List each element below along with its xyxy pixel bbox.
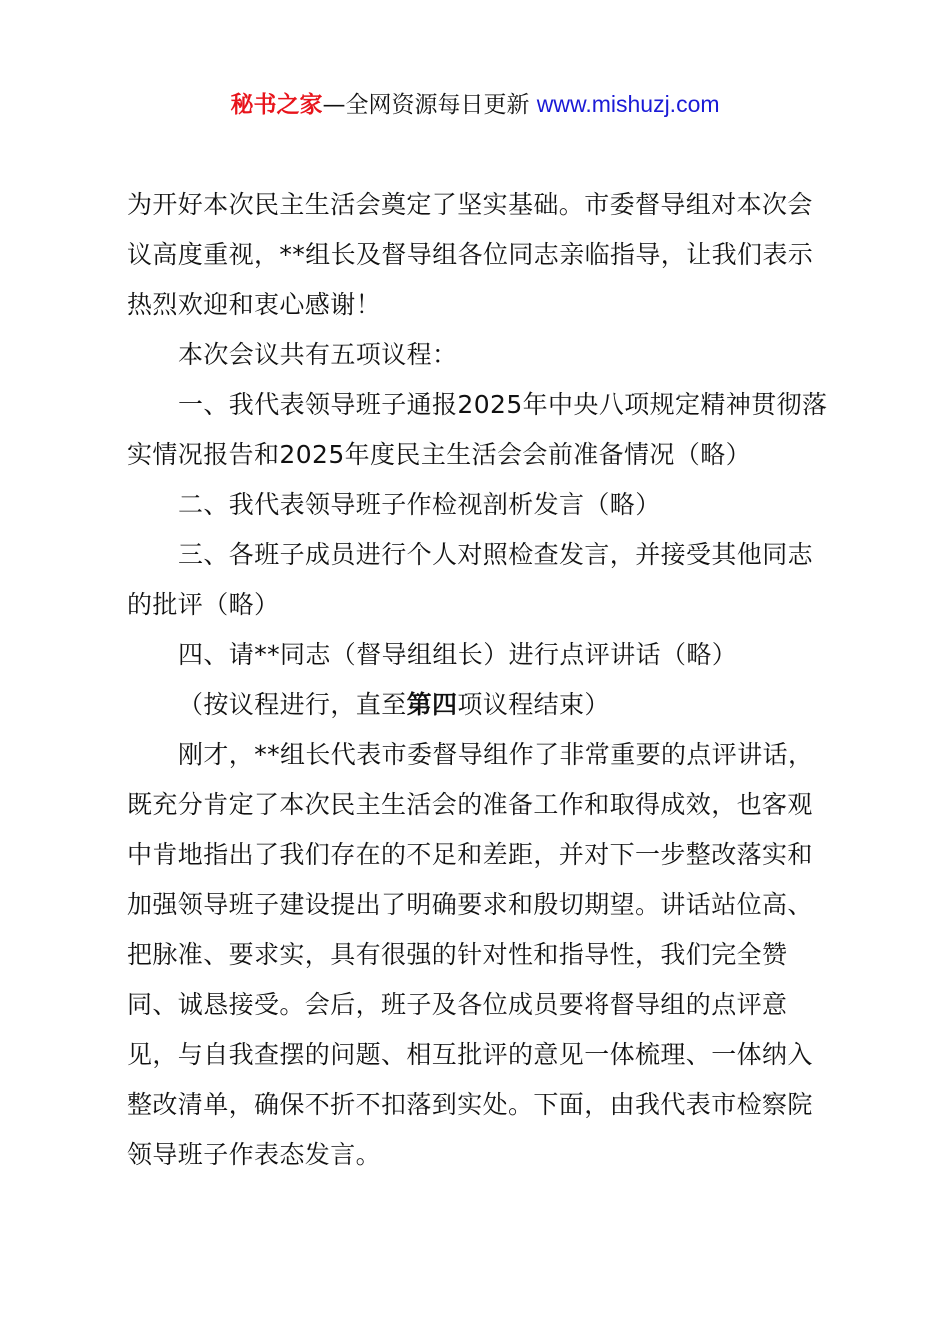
- note-bold: 第四: [406, 690, 458, 719]
- paragraph-agenda-intro: 本次会议共有五项议程：: [178, 340, 458, 369]
- site-url[interactable]: www.mishuzj.com: [536, 91, 720, 117]
- agenda-item-2: 二、我代表领导班子作检视剖析发言（略）: [178, 490, 661, 519]
- header-tagline: —全网资源每日更新: [322, 92, 537, 118]
- paragraph-continuation: 为开好本次民主生活会奠定了坚实基础。市委督导组对本次会议高度重视，**组长及督导组各位同志亲临指导，让我们表示热烈欢迎和衷心感谢！: [127, 190, 814, 319]
- brand-name: 秘书之家: [230, 92, 323, 118]
- agenda-progress-note: [127, 680, 833, 730]
- paragraph-closing-remarks: 刚才，**组长代表市委督导组作了非常重要的点评讲话，既充分肯定了本次民主生活会的准备工作和取得成效，也客观中肯地指出了我们存在的不足和差距，并对下一步整改落实和加强领导班子建设提出了明确要求和殷切期望。讲话站位高、把脉准、要求实，具有很强的针对性和指导性，我们完全赞同、诚恳接受。会后，班子及各位成员要将督导组的点评意见，与自我查摆的问题、相互批评的意见一体梳理、一体纳入整改清单，确保不折不扣落到实处。下面，由我代表市检察院领导班子作表态发言。: [127, 740, 814, 1169]
- document-header: [0, 88, 950, 121]
- document-body: [127, 180, 833, 1180]
- agenda-item-1: 一、我代表领导班子通报2025年中央八项规定精神贯彻落实情况报告和2025年度民主生活会会前准备情况（略）: [127, 390, 828, 469]
- note-after: 项议程结束）: [457, 690, 610, 719]
- note-before: （按议程进行，直至: [178, 690, 407, 719]
- agenda-item-4: 四、请**同志（督导组组长）进行点评讲话（略）: [178, 640, 738, 669]
- agenda-item-3: 三、各班子成员进行个人对照检查发言，并接受其他同志的批评（略）: [127, 540, 814, 619]
